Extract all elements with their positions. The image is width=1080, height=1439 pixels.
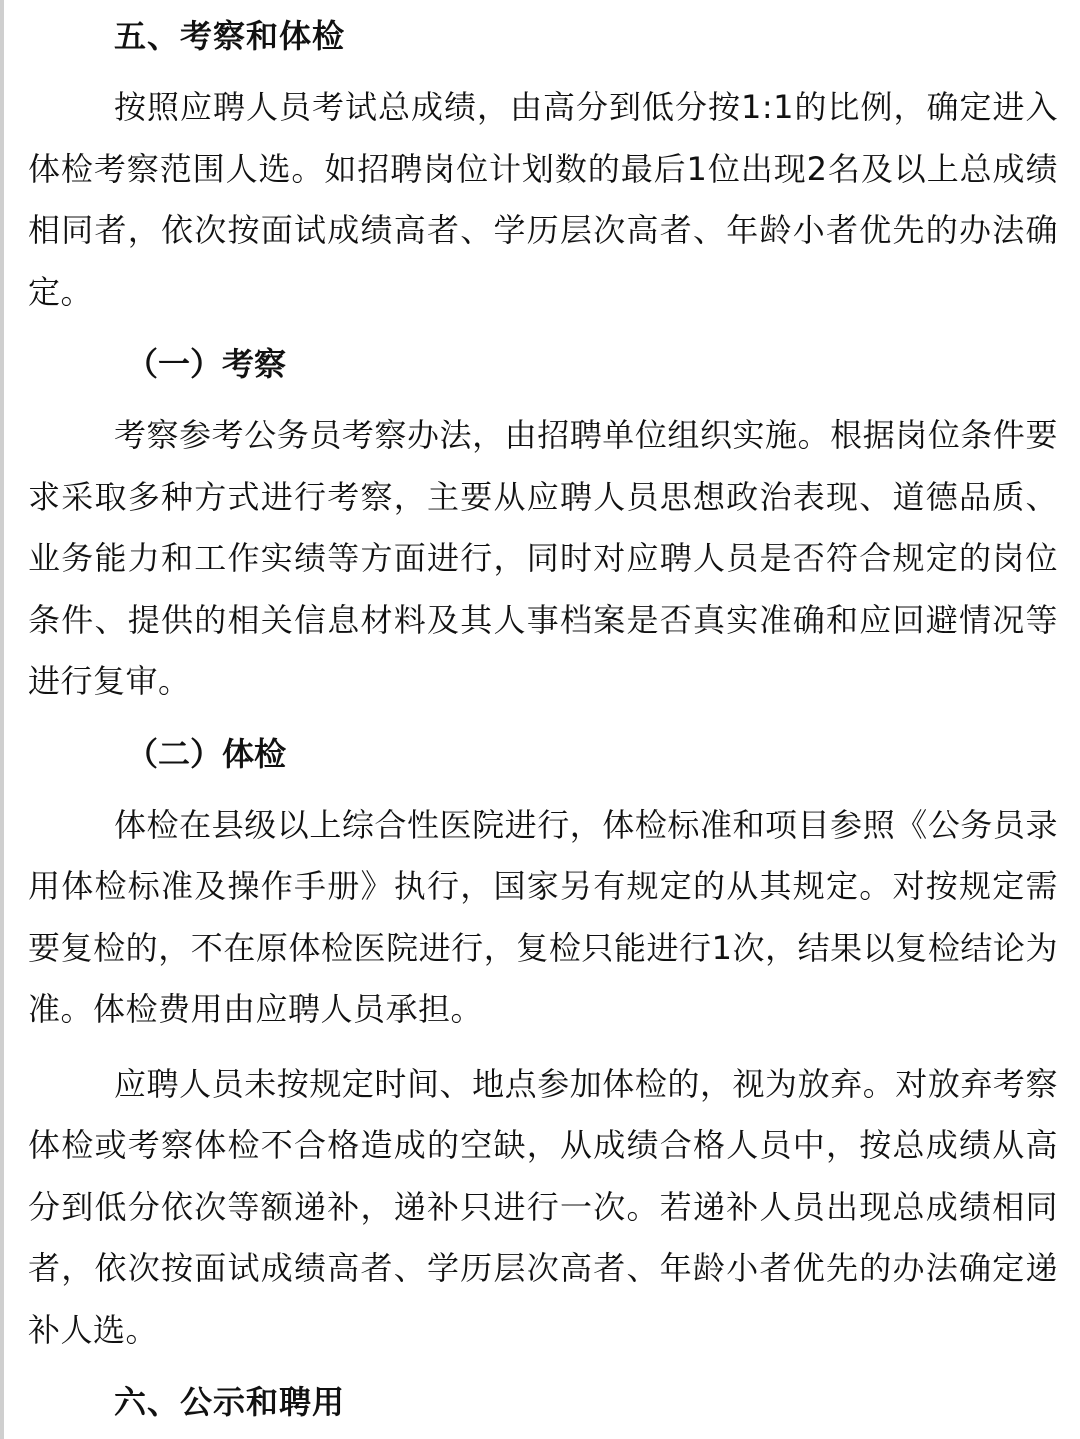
medical-exam-paragraph: 体检在县级以上综合性医院进行，体检标准和项目参照《公务员录用体检标准及操作手册》执行，国家另有规定的从其规定。对按规定需要复检的，不在原体检医院进行，复检只能进行1次，结果以复检结论为准。体检费用由应聘人员承担。 [28, 805, 1058, 1028]
subsection-medical-exam-heading: （二）体检 [126, 734, 287, 773]
subsection-inspection-heading: （一）考察 [126, 345, 287, 383]
section-6-heading: 六、公示和聘用 [114, 1383, 346, 1421]
section-5-intro-paragraph: 按照应聘人员考试总成绩，由高分到低分按1:1的比例，确定进入体检考察范围人选。如招聘岗位计划数的最后1位出现2名及以上总成绩相同者，依次按面试成绩高者、学历层次高者、年龄小者优先的办法确定。 [28, 88, 1058, 311]
medical-exam-absence-paragraph: 应聘人员未按规定时间、地点参加体检的，视为放弃。对放弃考察体检或考察体检不合格造成的空缺，从成绩合格人员中，按总成绩从高分到低分依次等额递补，递补只进行一次。若递补人员出现总成绩相同者，依次按面试成绩高者、学历层次高者、年龄小者优先的办法确定递补人选。 [28, 1064, 1058, 1349]
section-5-heading: 五、考察和体检 [114, 17, 346, 55]
page-left-border [0, 0, 4, 1439]
document-page [28, 8, 1058, 1430]
inspection-paragraph: 考察参考公务员考察办法，由招聘单位组织实施。根据岗位条件要求采取多种方式进行考察，主要从应聘人员思想政治表现、道德品质、业务能力和工作实绩等方面进行，同时对应聘人员是否符合规定的岗位条件、提供的相关信息材料及其人事档案是否真实准确和应回避情况等进行复审。 [28, 416, 1058, 700]
